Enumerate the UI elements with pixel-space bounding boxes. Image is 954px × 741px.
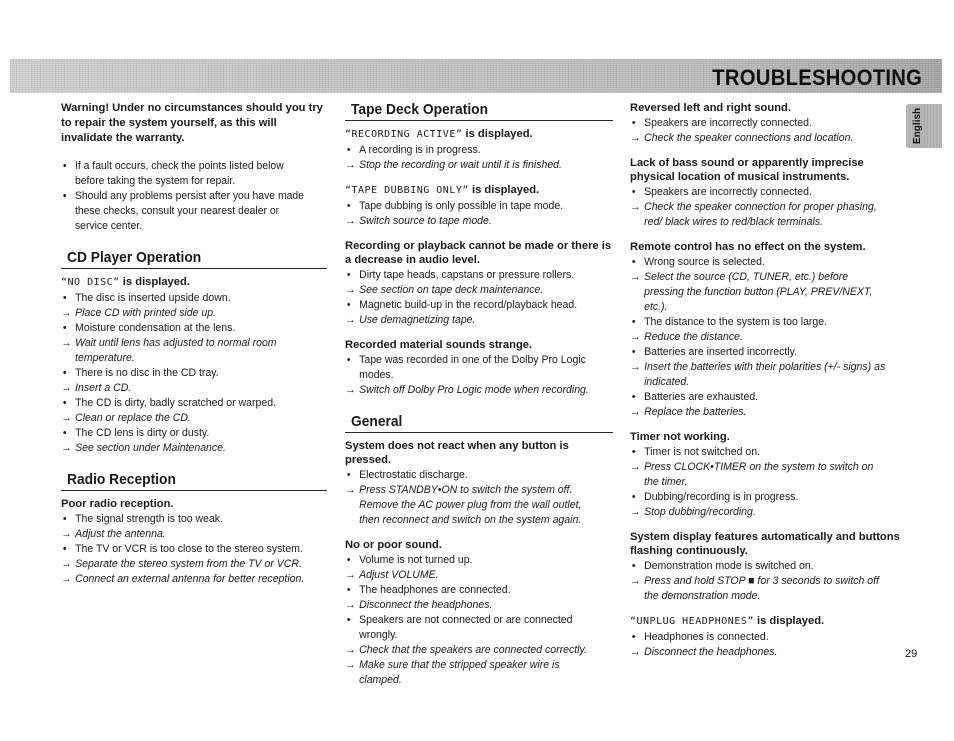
problem-poor-radio: Poor radio reception.	[61, 498, 174, 510]
general-items-2	[345, 553, 613, 688]
problem-lack-bass: Lack of bass sound or apparently imprecise physical location of musical instruments.	[630, 157, 864, 183]
warning-text: Warning! Under no circumstances should you try to repair the system yourself, as this will invalidate the warranty.	[61, 102, 323, 144]
cause-item: • The distance to the system is too large.	[630, 315, 886, 330]
cause-item: • The CD is dirty, badly scratched or warped.	[61, 396, 311, 411]
section-heading-cd-label: CD Player Operation	[67, 249, 202, 266]
cause-item: • The signal strength is too weak.	[61, 512, 311, 527]
list-item: • If a fault occurs, check the points listed below before taking the system for repair.	[61, 159, 308, 189]
title-banner	[10, 59, 942, 93]
right-items-3	[630, 255, 902, 420]
cause-item: • Moisture condensation at the lens.	[61, 321, 311, 336]
remedy-item: → Check that the speakers are connected correctly.	[345, 643, 597, 658]
right-items-2	[630, 185, 902, 230]
problem-suffix: is displayed.	[119, 276, 190, 288]
remedy-item: → Stop the recording or wait until it is finished.	[345, 158, 597, 173]
remedy-item: → Check the speaker connections and location.	[630, 131, 886, 146]
problem-recording-active	[345, 127, 613, 142]
general-items-1	[345, 468, 613, 528]
cause-item: • The CD lens is dirty or dusty.	[61, 426, 311, 441]
list-item: • Should any problems persist after you have made these checks, consult your nearest dealer or service center.	[61, 189, 308, 234]
cause-item: • Tape dubbing is only possible in tape mode.	[345, 199, 597, 214]
column-left	[61, 101, 327, 587]
display-message: “TAPE DUBBING ONLY”	[345, 185, 469, 196]
section-heading-cd	[61, 249, 327, 269]
cause-item: • Speakers are incorrectly connected.	[630, 116, 886, 131]
remedy-item: → Adjust the antenna.	[61, 527, 311, 542]
remedy-item: → Make sure that the stripped speaker wire is clamped.	[345, 658, 597, 688]
cause-item: • Magnetic build-up in the record/playback head.	[345, 298, 597, 313]
remedy-item: → Insert a CD.	[61, 381, 311, 396]
cause-item: • The TV or VCR is too close to the stereo system.	[61, 542, 311, 557]
tape-items-2	[345, 199, 613, 229]
remedy-item: → Switch source to tape mode.	[345, 214, 597, 229]
column-right	[630, 101, 902, 660]
display-message: “UNPLUG HEADPHONES”	[630, 616, 754, 627]
problem-tape-dubbing	[345, 183, 613, 198]
cause-item: • Speakers are incorrectly connected.	[630, 185, 886, 200]
problem-suffix: is displayed.	[753, 615, 825, 627]
cause-item: • Timer is not switched on.	[630, 445, 886, 460]
remedy-item: → Separate the stereo system from the TV or VCR.	[61, 557, 311, 572]
tape-items-3	[345, 268, 613, 328]
remedy-item: → Replace the batteries.	[630, 405, 886, 420]
right-items-1	[630, 116, 902, 146]
cause-item: • Demonstration mode is switched on.	[630, 559, 886, 574]
problem-strange-sound: Recorded material sounds strange.	[345, 339, 533, 351]
right-items-5	[630, 559, 902, 604]
cd-items	[61, 291, 327, 456]
problem-unplug-headphones	[630, 614, 902, 629]
section-heading-general-label: General	[351, 413, 403, 430]
remedy-item: → Disconnect the headphones.	[345, 598, 597, 613]
cause-item: • Wrong source is selected.	[630, 255, 886, 270]
remedy-item: → Switch off Dolby Pro Logic mode when recording.	[345, 383, 597, 398]
section-heading-radio	[61, 471, 327, 491]
remedy-item: → See section under Maintenance.	[61, 441, 311, 456]
section-heading-general	[345, 413, 613, 433]
remedy-item: → Clean or replace the CD.	[61, 411, 311, 426]
remedy-item: → Place CD with printed side up.	[61, 306, 311, 321]
remedy-item: → Disconnect the headphones.	[630, 645, 886, 660]
tape-items-4	[345, 353, 613, 398]
cause-item: • Headphones is connected.	[630, 630, 886, 645]
remedy-item: → Insert the batteries with their polarities (+/- signs) as indicated.	[630, 360, 886, 390]
section-heading-tape-label: Tape Deck Operation	[351, 101, 489, 118]
remedy-item: → Press and hold STOP ■ for 3 seconds to switch off the demonstration mode.	[630, 574, 886, 604]
remedy-item: → Connect an external antenna for better reception.	[61, 572, 311, 587]
problem-no-react: System does not react when any button is pressed.	[345, 440, 569, 466]
display-message: “RECORDING ACTIVE”	[345, 129, 463, 140]
display-message: “NO DISC”	[61, 277, 120, 288]
remedy-item: → Use demagnetizing tape.	[345, 313, 597, 328]
section-heading-tape	[345, 101, 613, 121]
cause-item: • Batteries are inserted incorrectly.	[630, 345, 886, 360]
problem-remote: Remote control has no effect on the system.	[630, 241, 866, 253]
problem-reversed-sound: Reversed left and right sound.	[630, 102, 792, 114]
cause-item: • Dirty tape heads, capstans or pressure rollers.	[345, 268, 597, 283]
remedy-item: → Reduce the distance.	[630, 330, 886, 345]
problem-suffix: is displayed.	[462, 128, 533, 140]
problem-demo-mode: System display features automatically and buttons flashing continuously.	[630, 531, 900, 557]
section-heading-radio-label: Radio Reception	[67, 471, 176, 488]
remedy-item: → Press STANDBY•ON to switch the system off. Remove the AC power plug from the wall outlet, then reconnect and switch on the system again.	[345, 483, 597, 528]
tape-items-1	[345, 143, 613, 173]
problem-suffix: is displayed.	[468, 184, 540, 196]
language-tab-label: English	[912, 107, 923, 144]
cause-item: • Speakers are not connected or are connected wrongly.	[345, 613, 597, 643]
remedy-item: → See section on tape deck maintenance.	[345, 283, 597, 298]
remedy-item: → Wait until lens has adjusted to normal room temperature.	[61, 336, 311, 366]
remedy-item: → Check the speaker connection for proper phasing, red/ black wires to red/black terminals.	[630, 200, 886, 230]
cause-item: • Electrostatic discharge.	[345, 468, 597, 483]
cause-item: • The headphones are connected.	[345, 583, 597, 598]
remedy-item: → Select the source (CD, TUNER, etc.) before pressing the function button (PLAY, PREV/NEXT, etc.).	[630, 270, 886, 315]
cause-item: • A recording is in progress.	[345, 143, 597, 158]
problem-audio-level: Recording or playback cannot be made or there is a decrease in audio level.	[345, 240, 612, 266]
page-number: 29	[905, 648, 918, 660]
radio-items	[61, 512, 327, 587]
intro-list	[61, 159, 327, 234]
cause-item: • The disc is inserted upside down.	[61, 291, 311, 306]
cause-item: • Volume is not turned up.	[345, 553, 597, 568]
problem-no-sound: No or poor sound.	[345, 539, 442, 551]
right-items-4	[630, 445, 902, 520]
language-tab	[906, 104, 942, 148]
remedy-item: → Stop dubbing/recording.	[630, 505, 886, 520]
remedy-item: → Press CLOCK•TIMER on the system to switch on the timer.	[630, 460, 886, 490]
remedy-item: → Adjust VOLUME.	[345, 568, 597, 583]
problem-no-disc	[61, 275, 327, 290]
right-items-6	[630, 630, 902, 660]
cause-item: • Dubbing/recording is in progress.	[630, 490, 886, 505]
problem-timer: Timer not working.	[630, 431, 730, 443]
cause-item: • Tape was recorded in one of the Dolby Pro Logic modes.	[345, 353, 597, 383]
page-title: TROUBLESHOOTING	[712, 65, 922, 90]
cause-item: • There is no disc in the CD tray.	[61, 366, 311, 381]
column-middle	[345, 101, 613, 688]
cause-item: • Batteries are exhausted.	[630, 390, 886, 405]
